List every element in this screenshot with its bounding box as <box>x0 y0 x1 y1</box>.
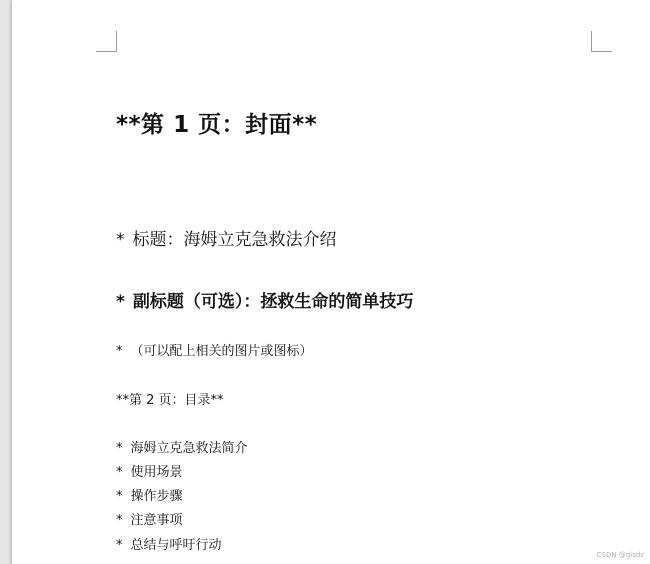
toc-item <box>116 437 248 456</box>
toc-item-text: 使用场景 <box>130 465 183 480</box>
page1-heading: **第 1 页：封面** <box>116 112 318 138</box>
toc-item <box>116 461 183 480</box>
toc-item <box>116 509 183 528</box>
page2-heading: **第 2 页：目录** <box>116 393 224 408</box>
bullet-marker: * <box>116 344 123 359</box>
top-right-margin-mark <box>591 31 612 52</box>
image-note-text: （可以配上相关的图片或图标） <box>130 344 313 359</box>
bullet-marker: * <box>116 538 123 553</box>
bullet-marker: * <box>116 489 123 504</box>
top-left-margin-mark <box>96 31 117 52</box>
title-line <box>116 225 337 250</box>
toc-item <box>116 485 183 504</box>
watermark: CSDN @gisdz <box>596 551 644 559</box>
toc-item-text: 注意事项 <box>130 513 183 528</box>
bullet-marker: * <box>116 292 125 312</box>
bullet-marker: * <box>116 465 123 480</box>
bullet-marker: * <box>116 230 125 250</box>
toc-item <box>116 534 222 553</box>
document-page <box>12 0 650 564</box>
toc-item-text: 操作步骤 <box>130 489 183 504</box>
subtitle-text: 副标题（可选）：拯救生命的简单技巧 <box>132 292 414 312</box>
subtitle-line <box>116 287 413 312</box>
image-note-line <box>116 340 313 359</box>
bullet-marker: * <box>116 513 123 528</box>
toc-item-text: 总结与呼吁行动 <box>130 538 222 553</box>
bullet-marker: * <box>116 441 123 456</box>
toc-item-text: 海姆立克急救法简介 <box>130 441 248 456</box>
title-text: 标题：海姆立克急救法介绍 <box>132 230 337 250</box>
